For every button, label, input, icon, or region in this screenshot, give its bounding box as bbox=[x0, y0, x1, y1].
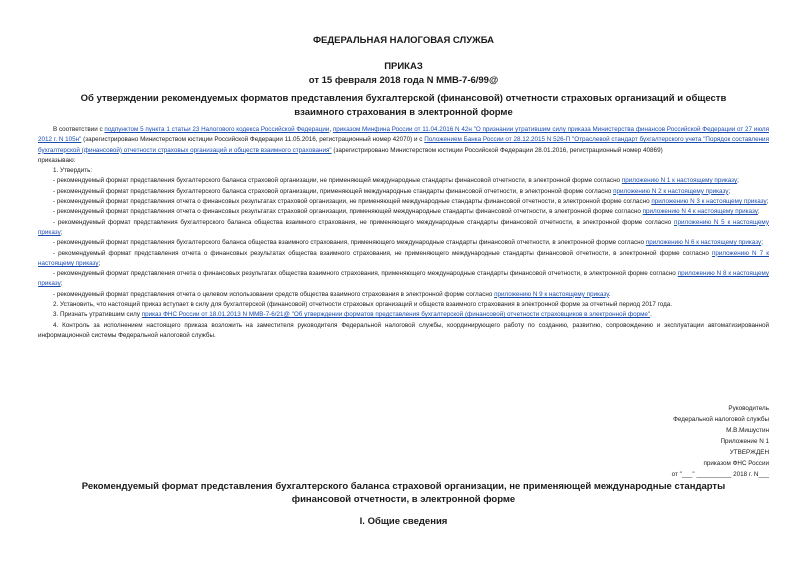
item-text: - рекомендуемый формат представления бухгалтерского баланса страховой организации, не применяющей международные стандарты финансовой отчетности, в электронной форме согласно bbox=[53, 177, 622, 185]
p3-text: 3. Признать утратившим силу bbox=[53, 311, 142, 319]
link-appendix-4[interactable]: приложению N 4 к настоящему приказу bbox=[642, 208, 758, 216]
intro-text: (зарегистрировано Министерством юстиции Российской Федерации 11.05.2016, регистрационный номер 42070) и с bbox=[81, 136, 425, 144]
list-item bbox=[38, 207, 769, 217]
p3-end: . bbox=[650, 311, 652, 319]
item-text: - рекомендуемый формат представления отчета о финансовых результатах страховой организации, применяющей международные стандарты финансовой отчетности, в электронной форме согласно bbox=[53, 208, 643, 216]
link-appendix-6[interactable]: приложению N 6 к настоящему приказу bbox=[645, 239, 762, 247]
link-appendix-8[interactable]: приложению N 8 к настоящему приказу bbox=[38, 270, 770, 288]
doc-date-number: от 15 февраля 2018 года N ММВ-7-6/99@ bbox=[308, 75, 499, 86]
doc-type: ПРИКАЗ bbox=[384, 61, 423, 72]
item-text: - рекомендуемый формат представления бухгалтерского баланса страховой организации, применяющей международные стандарты финансовой отчетности, в электронной форме согласно bbox=[53, 187, 614, 195]
document-body bbox=[38, 125, 769, 341]
link-minfin-order[interactable]: приказом Минфина России от 11.04.2016 N 42н "О признании утратившим силу приказа Министерства финансов Российской Федерации от 27 июля 2012 г. N 105н" bbox=[38, 126, 770, 144]
paragraph-4: 4. Контроль за исполнением настоящего приказа возложить на заместителя руководителя Федеральной налоговой службы, координирующего работу по созданию, развитию, сопровождению и эксплуатации автоматизированной информационной системы Федеральной налоговой службы. bbox=[38, 321, 769, 339]
item-end: ; bbox=[98, 259, 101, 267]
paragraph-1: 1. Утвердить: bbox=[53, 167, 93, 175]
signature-org: Федеральной налоговой службы bbox=[673, 416, 769, 423]
link-appendix-3[interactable]: приложению N 3 к настоящему приказу bbox=[651, 198, 767, 206]
appendix-label: Приложение N 1 bbox=[720, 438, 769, 445]
signature-block bbox=[569, 403, 769, 480]
item-end: ; bbox=[60, 280, 63, 288]
link-appendix-9[interactable]: приложению N 9 к настоящему приказу bbox=[494, 290, 609, 298]
order-word: приказываю: bbox=[38, 156, 76, 164]
item-end: ; bbox=[761, 239, 763, 247]
list-item bbox=[38, 269, 769, 290]
list-item bbox=[38, 187, 769, 197]
paragraph-2: 2. Установить, что настоящий приказ вступает в силу для бухгалтерской (финансовой) отчетности страховых организаций и обществ взаимного страхования в электронной форме за отчетный период 2017 года. bbox=[53, 301, 673, 309]
appendix-title: Рекомендуемый формат представления бухгалтерского баланса страховой организации, не применяющей международные стандарты финансовой отчетности, в электронной форме bbox=[81, 481, 726, 505]
approved-label: УТВЕРЖДЕН bbox=[729, 449, 769, 456]
approved-by: приказом ФНС России bbox=[703, 460, 769, 467]
link-appendix-7[interactable]: приложению N 7 к настоящему приказу bbox=[38, 249, 769, 267]
link-repealed-order[interactable]: приказ ФНС России от 18.01.2013 N ММВ-7-6/21@ "Об утверждении форматов представления бухгалтерской (финансовой) отчетности страховщиков в электронной форме" bbox=[141, 311, 651, 319]
item-text: - рекомендуемый формат представления отчета о целевом использовании средств общества взаимного страхования в электронной форме согласно bbox=[53, 290, 495, 298]
signature-position: Руководитель bbox=[728, 405, 769, 412]
item-end: ; bbox=[766, 198, 769, 206]
link-appendix-1[interactable]: приложению N 1 к настоящему приказу bbox=[621, 177, 738, 185]
item-text: - рекомендуемый формат представления отчета о финансовых результатах страховой организации, не применяющей международные стандарты финансовой отчетности, в электронной форме согласно bbox=[53, 198, 652, 206]
approved-date: от "___" __________ 2018 г. N___ bbox=[671, 471, 769, 478]
link-appendix-2[interactable]: приложению N 2 к настоящему приказу bbox=[613, 187, 729, 195]
item-end: ; bbox=[757, 208, 760, 216]
link-tax-code[interactable]: подпунктом 5 пункта 1 статьи 23 Налогового кодекса Российской Федерации bbox=[104, 126, 330, 133]
list-item bbox=[38, 249, 769, 270]
org-name: ФЕДЕРАЛЬНАЯ НАЛОГОВАЯ СЛУЖБА bbox=[312, 35, 495, 46]
section-heading: I. Общие сведения bbox=[359, 516, 448, 527]
list-item bbox=[38, 290, 769, 300]
intro-paragraph bbox=[38, 125, 769, 156]
item-text: - рекомендуемый формат представления отчета о финансовых результатах общества взаимного страхования, не применяющего международные стандарты финансовой отчетности, в электронной форме согласно bbox=[53, 249, 712, 257]
list-item bbox=[38, 176, 769, 186]
item-end: ; bbox=[60, 228, 63, 236]
item-end: ; bbox=[728, 187, 731, 195]
paragraph-3 bbox=[38, 310, 769, 320]
list-item bbox=[38, 238, 769, 248]
item-text: - рекомендуемый формат представления бухгалтерского баланса общества взаимного страхования, не применяющего международные стандарты финансовой отчетности, в электронной форме согласно bbox=[53, 218, 675, 226]
list-item bbox=[38, 197, 769, 207]
item-end: ; bbox=[737, 177, 739, 185]
intro-text: , bbox=[329, 126, 333, 133]
signature-name: М.В.Мишустин bbox=[726, 427, 769, 434]
item-text: - рекомендуемый формат представления отчета о финансовых результатах общества взаимного страхования, применяющего международные стандарты финансовой отчетности, в электронной форме согласно bbox=[53, 270, 678, 278]
list-item bbox=[38, 218, 769, 239]
item-end: . bbox=[608, 290, 611, 298]
link-appendix-5[interactable]: приложению N 5 к настоящему приказу bbox=[38, 218, 769, 236]
intro-text: В соответствии с bbox=[53, 126, 105, 133]
item-text: - рекомендуемый формат представления бухгалтерского баланса общества взаимного страхования, применяющего международные стандарты финансовой отчетности, в электронной форме согласно bbox=[53, 239, 646, 247]
intro-text: (зарегистрировано Министерством юстиции Российской Федерации 28.01.2016, регистрационный номер 40869) bbox=[331, 146, 663, 154]
link-bank-regulation[interactable]: Положением Банка России от 28.12.2015 N 526-П "Отраслевой стандарт бухгалтерского учета "Порядок составления бухгалтерской (финансовой) отчетности страховых организаций и обществ взаимного страхования" bbox=[38, 136, 769, 154]
doc-title: Об утверждении рекомендуемых форматов представления бухгалтерской (финансовой) отчетности страховых организаций и обществ взаимного страхования в электронной форме bbox=[80, 93, 727, 118]
